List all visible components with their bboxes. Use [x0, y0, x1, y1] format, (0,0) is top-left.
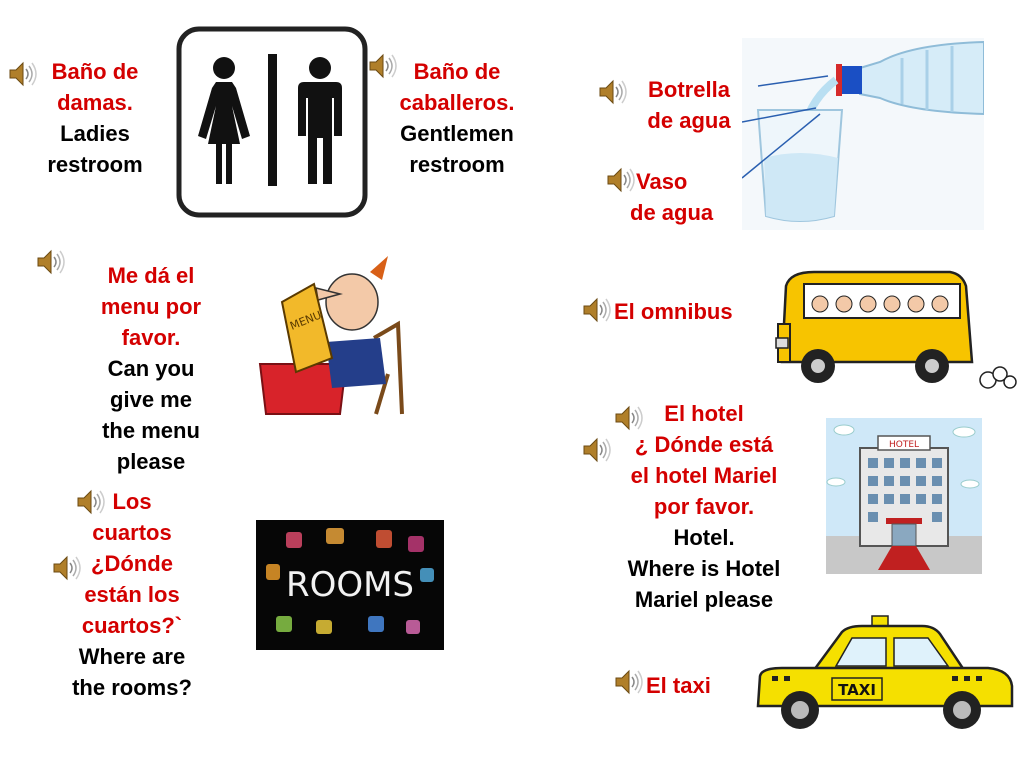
speaker-icon-taxi[interactable] — [614, 668, 648, 696]
diner-reading-menu-image — [256, 254, 412, 420]
taxi-sign: TAXI — [838, 681, 876, 699]
hotel-spanish-3: el hotel Mariel — [630, 463, 778, 488]
bottle-spanish-2: de agua — [647, 108, 731, 133]
hotel-english-2: Where is Hotel — [627, 556, 781, 581]
menu-english-1: Can you — [107, 356, 195, 381]
ladies-spanish-2: damas. — [57, 90, 133, 115]
speaker-icon-bottle[interactable] — [598, 78, 632, 106]
speaker-icon-menu[interactable] — [36, 248, 70, 276]
menu-english-3: the menu — [102, 418, 200, 443]
hotel-text — [598, 398, 810, 615]
menu-text — [70, 260, 232, 477]
rooms-spanish-5: cuartos?` — [81, 613, 183, 638]
rooms-spanish-4: están los — [84, 582, 180, 607]
hotel-building-icon — [826, 418, 982, 574]
speaker-icon-bus[interactable] — [582, 296, 616, 324]
hotel-english-3: Mariel please — [634, 587, 774, 612]
rooms-english-1: Where are — [78, 644, 186, 669]
bottle-text — [628, 74, 750, 136]
water-bottle-icon — [742, 38, 984, 230]
ladies-english-2: restroom — [47, 152, 143, 177]
menu-spanish-3: favor. — [121, 325, 181, 350]
taxi-spanish: El taxi — [646, 673, 711, 698]
hotel-spanish-2: ¿ Dónde está — [634, 432, 774, 457]
restroom-sign-icon — [176, 26, 368, 218]
menu-card-label: MENU — [288, 308, 324, 333]
menu-english-2: give me — [110, 387, 192, 412]
rooms-spanish-2: cuartos — [92, 520, 172, 545]
menu-english-4: please — [116, 449, 186, 474]
glass-text — [630, 166, 748, 228]
gentlemen-spanish-2: caballeros. — [399, 90, 515, 115]
hotel-spanish-1: El hotel — [664, 401, 744, 426]
rooms-spanish-3: ¿Dónde — [91, 551, 173, 576]
ladies-restroom-text — [26, 56, 164, 180]
hotel-sign: HOTEL — [888, 440, 920, 450]
hotel-english-1: Hotel. — [673, 525, 735, 550]
ladies-spanish-1: Baño de — [51, 59, 139, 84]
hotel-spanish-4: por favor. — [653, 494, 755, 519]
glass-spanish-1: Vaso — [636, 169, 688, 194]
taxi-text — [646, 670, 756, 701]
gentlemen-spanish-1: Baño de — [413, 59, 501, 84]
school-bus-icon — [774, 268, 1018, 394]
bottle-spanish-1: Botrella — [648, 77, 730, 102]
rooms-image — [256, 520, 444, 650]
bus-spanish: El omnibus — [614, 299, 733, 324]
glass-spanish-2: de agua — [630, 200, 714, 225]
rooms-spanish-1: Los — [112, 489, 152, 514]
rooms-text — [50, 486, 214, 703]
gentlemen-english-1: Gentlemen — [400, 121, 514, 146]
bus-text — [614, 296, 774, 327]
rooms-english-2: the rooms? — [72, 675, 192, 700]
menu-spanish-1: Me dá el — [107, 263, 195, 288]
gentlemen-restroom-text — [374, 56, 540, 180]
taxi-car-icon — [752, 614, 1018, 736]
rooms-image-text: ROOMS — [285, 565, 415, 605]
menu-spanish-2: menu por — [100, 294, 202, 319]
gentlemen-english-2: restroom — [409, 152, 505, 177]
ladies-english-1: Ladies — [60, 121, 130, 146]
